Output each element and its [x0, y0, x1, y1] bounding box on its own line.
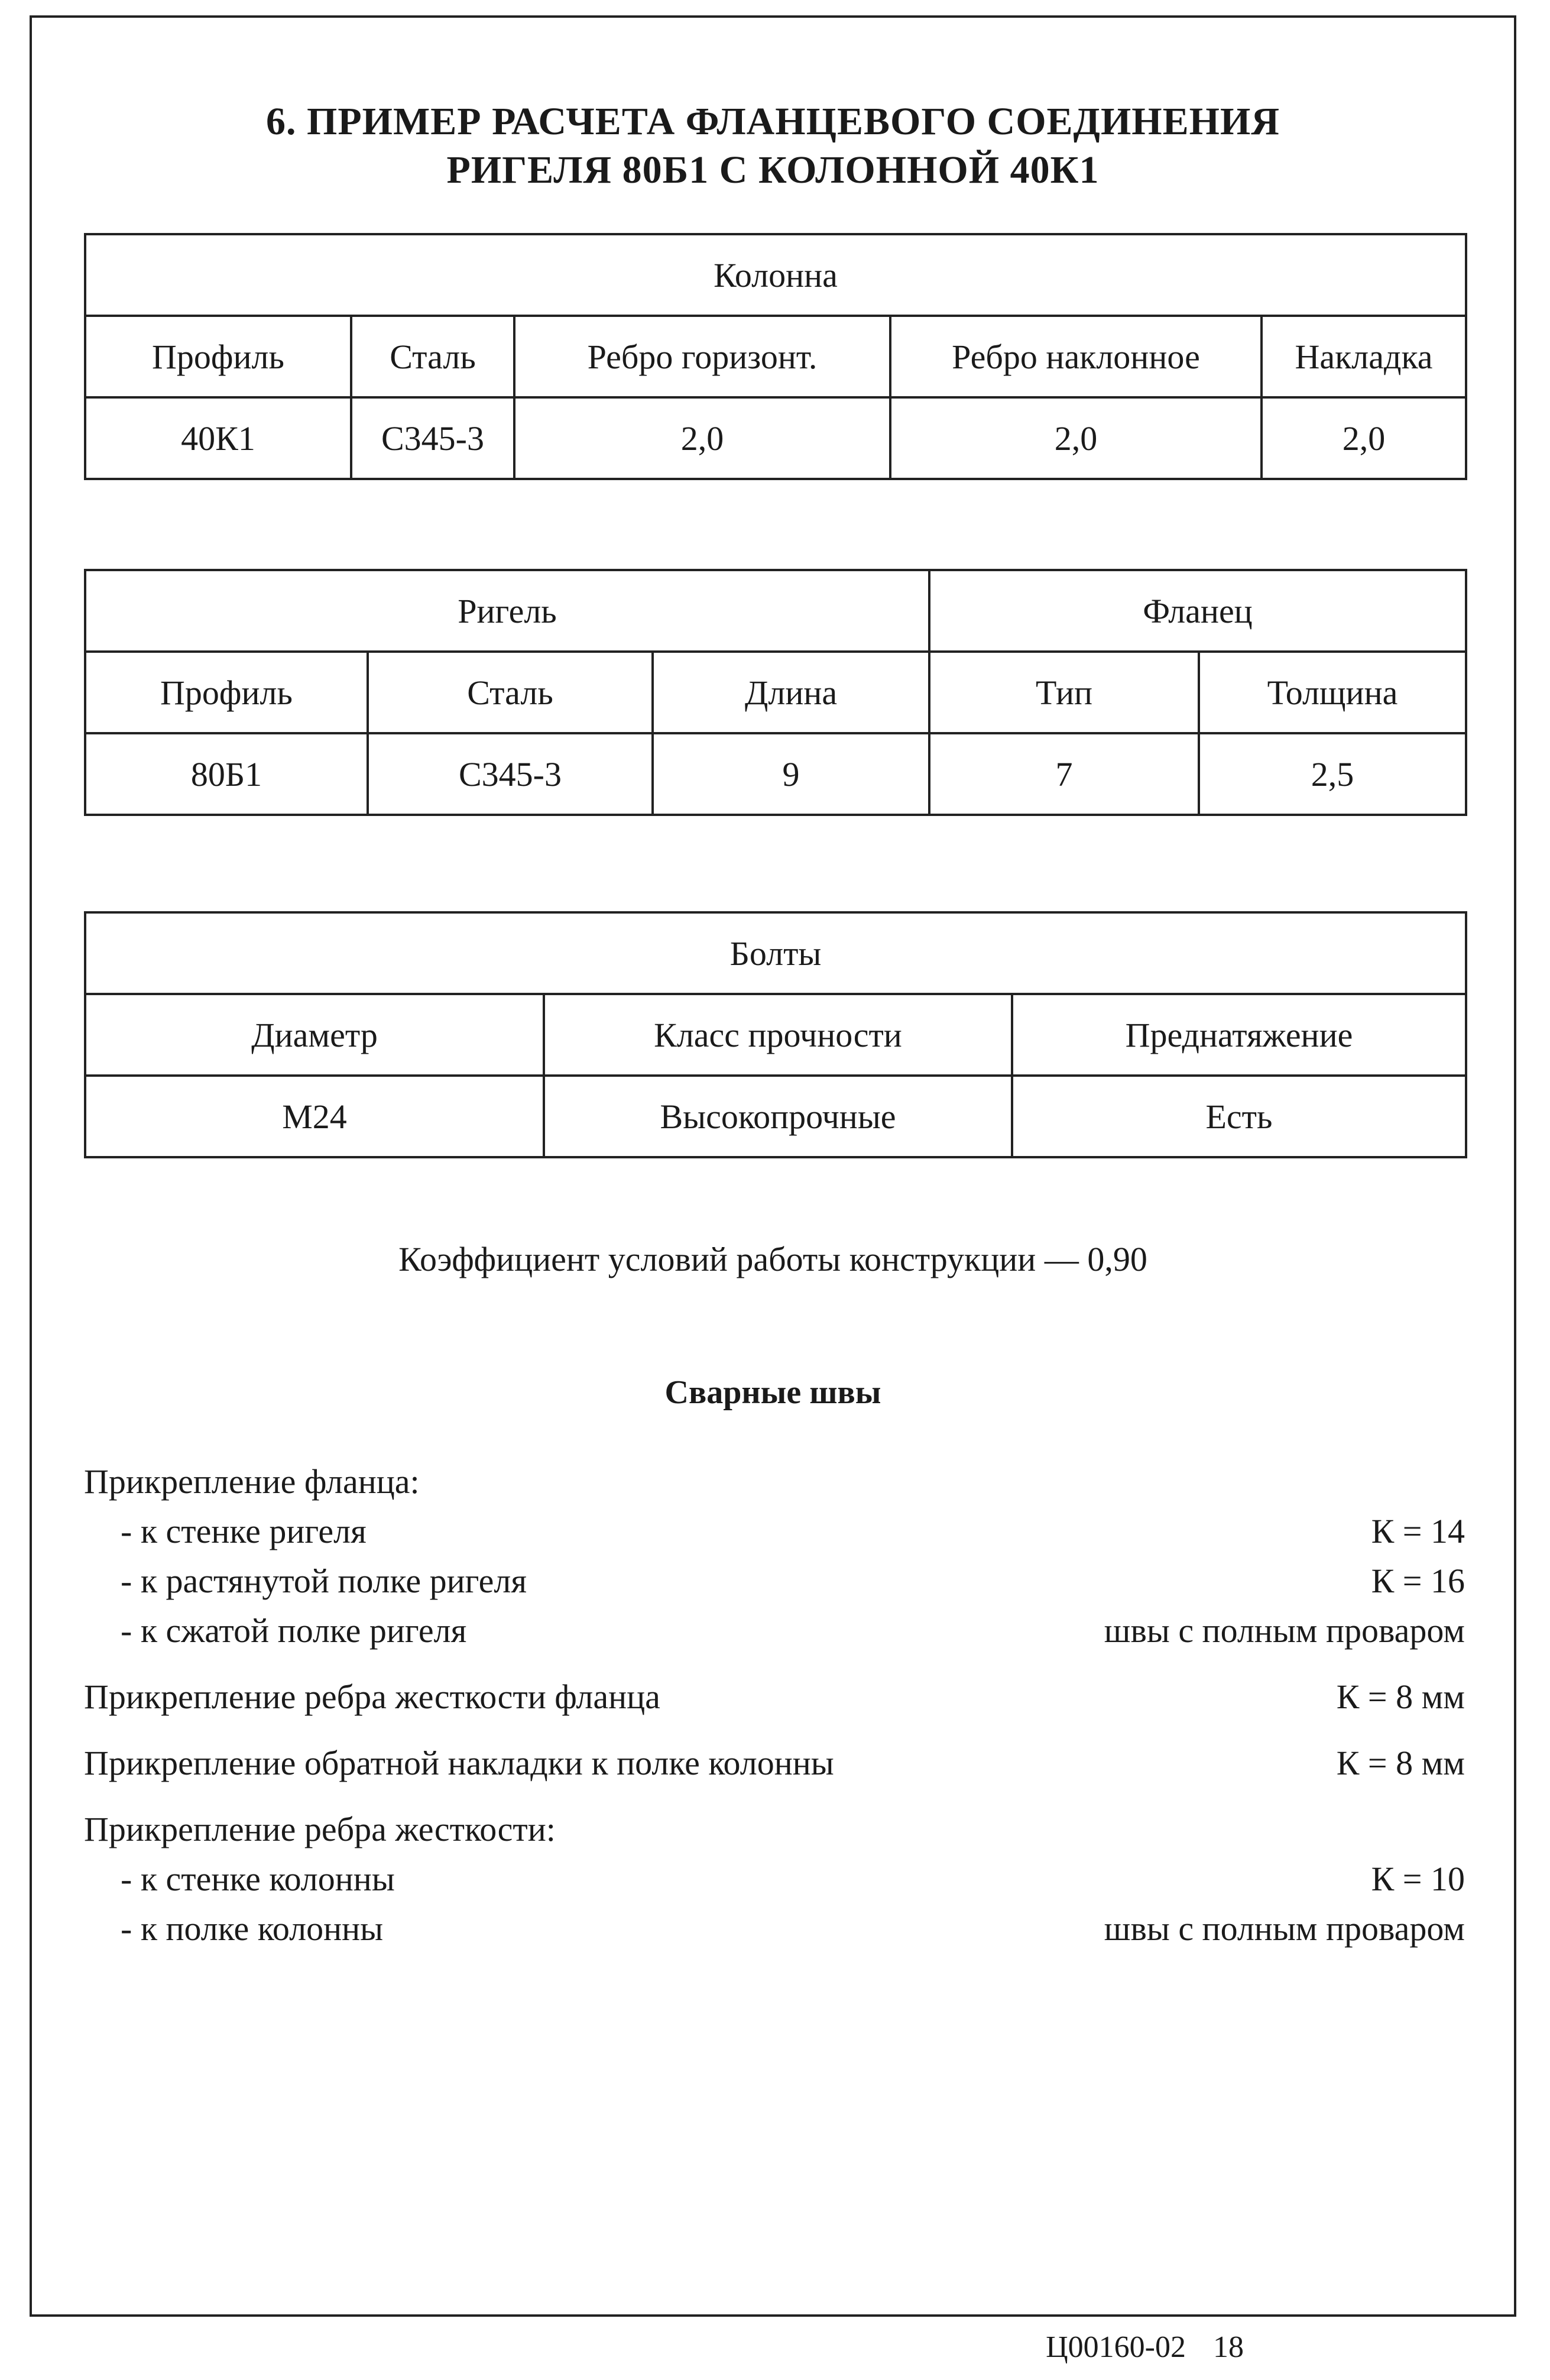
- list-item: [84, 1556, 1465, 1606]
- bolts-value-pretension: Есть: [1012, 1076, 1466, 1157]
- bolts-header-diameter: Диаметр: [85, 994, 544, 1076]
- table-row: [85, 397, 1466, 479]
- beam-value-profile: 80Б1: [85, 733, 368, 815]
- table-row: [85, 316, 1466, 397]
- back-plate-label: Прикрепление обратной накладки к полке колонны: [84, 1744, 834, 1782]
- flange-value-thickness: 2,5: [1199, 733, 1466, 815]
- column-value-rib-inclined: 2,0: [890, 397, 1262, 479]
- beam-header-steel: Сталь: [368, 652, 653, 733]
- welds-title: Сварные швы: [664, 1374, 881, 1411]
- flange-attach-label: Прикрепление фланца:: [84, 1462, 420, 1501]
- flange-group-header: Фланец: [929, 570, 1466, 652]
- weld-item-label: - к полке колонны: [121, 1909, 384, 1948]
- table-row: [85, 733, 1466, 815]
- list-item: [84, 1854, 1465, 1904]
- column-header-steel: Сталь: [351, 316, 514, 397]
- list-item: [84, 1507, 1465, 1556]
- column-header-rib-horizontal: Ребро горизонт.: [514, 316, 890, 397]
- bolts-header-pretension: Преднатяжение: [1012, 994, 1466, 1076]
- document-code: Ц00160-02: [1046, 2330, 1186, 2364]
- column-value-steel: С345-3: [351, 397, 514, 479]
- weld-item-label: - к растянутой полке ригеля: [121, 1562, 527, 1600]
- weld-item-label: - к сжатой полке ригеля: [121, 1611, 467, 1650]
- weld-item-value: швы с полным проваром: [1104, 1611, 1465, 1650]
- page-number: 18: [1213, 2330, 1244, 2364]
- beam-group-header: Ригель: [85, 570, 929, 652]
- weld-item-label: - к стенке колонны: [121, 1860, 395, 1898]
- beam-value-length: 9: [653, 733, 929, 815]
- weld-item-value: К = 14: [1371, 1512, 1465, 1550]
- flange-value-type: 7: [929, 733, 1199, 815]
- weld-item-label: - к стенке ригеля: [121, 1512, 367, 1550]
- list-item: [84, 1904, 1465, 1954]
- flange-header-type: Тип: [929, 652, 1199, 733]
- list-item: [84, 1805, 1465, 1854]
- title-line-1: 6. ПРИМЕР РАСЧЕТА ФЛАНЦЕВОГО СОЕДИНЕНИЯ: [265, 100, 1280, 143]
- column-value-plate: 2,0: [1262, 397, 1466, 479]
- beam-flange-table: [84, 569, 1467, 816]
- weld-item-value: К = 10: [1371, 1860, 1465, 1898]
- flange-rib-label: Прикрепление ребра жесткости фланца: [84, 1678, 660, 1716]
- table-row: [85, 234, 1466, 316]
- beam-value-steel: С345-3: [368, 733, 653, 815]
- work-coefficient: Коэффициент условий работы конструкции — 0,90: [398, 1240, 1147, 1278]
- beam-header-length: Длина: [653, 652, 929, 733]
- flange-rib-value: К = 8 мм: [1336, 1678, 1465, 1716]
- list-item: [84, 1606, 1465, 1656]
- beam-header-profile: Профиль: [85, 652, 368, 733]
- column-header-rib-inclined: Ребро наклонное: [890, 316, 1262, 397]
- column-header-profile: Профиль: [85, 316, 351, 397]
- table-row: [85, 652, 1466, 733]
- bolts-value-diameter: М24: [85, 1076, 544, 1157]
- page-footer: [1046, 2324, 1244, 2371]
- table-row: [85, 994, 1466, 1076]
- bolts-header-strength-class: Класс прочности: [544, 994, 1012, 1076]
- list-item: [84, 1457, 1465, 1507]
- stiffener-attach-label: Прикрепление ребра жесткости:: [84, 1810, 556, 1848]
- title-line-2: РИГЕЛЯ 80Б1 С КОЛОННОЙ 40К1: [446, 148, 1100, 192]
- bolts-table-header: Болты: [85, 912, 1466, 994]
- column-table-header: Колонна: [85, 234, 1466, 316]
- column-value-profile: 40К1: [85, 397, 351, 479]
- flange-header-thickness: Толщина: [1199, 652, 1466, 733]
- table-row: [85, 912, 1466, 994]
- bolts-table: [84, 911, 1467, 1158]
- column-header-plate: Накладка: [1262, 316, 1466, 397]
- list-item: [84, 1738, 1465, 1788]
- table-row: [85, 570, 1466, 652]
- weld-item-value: К = 16: [1371, 1562, 1465, 1600]
- list-item: [84, 1672, 1465, 1722]
- column-value-rib-horizontal: 2,0: [514, 397, 890, 479]
- bolts-value-strength-class: Высокопрочные: [544, 1076, 1012, 1157]
- page-title: [30, 98, 1516, 195]
- weld-item-value: швы с полным проваром: [1104, 1909, 1465, 1948]
- back-plate-value: К = 8 мм: [1336, 1744, 1465, 1782]
- table-row: [85, 1076, 1466, 1157]
- column-table: [84, 233, 1467, 480]
- welds-list: [84, 1457, 1465, 1954]
